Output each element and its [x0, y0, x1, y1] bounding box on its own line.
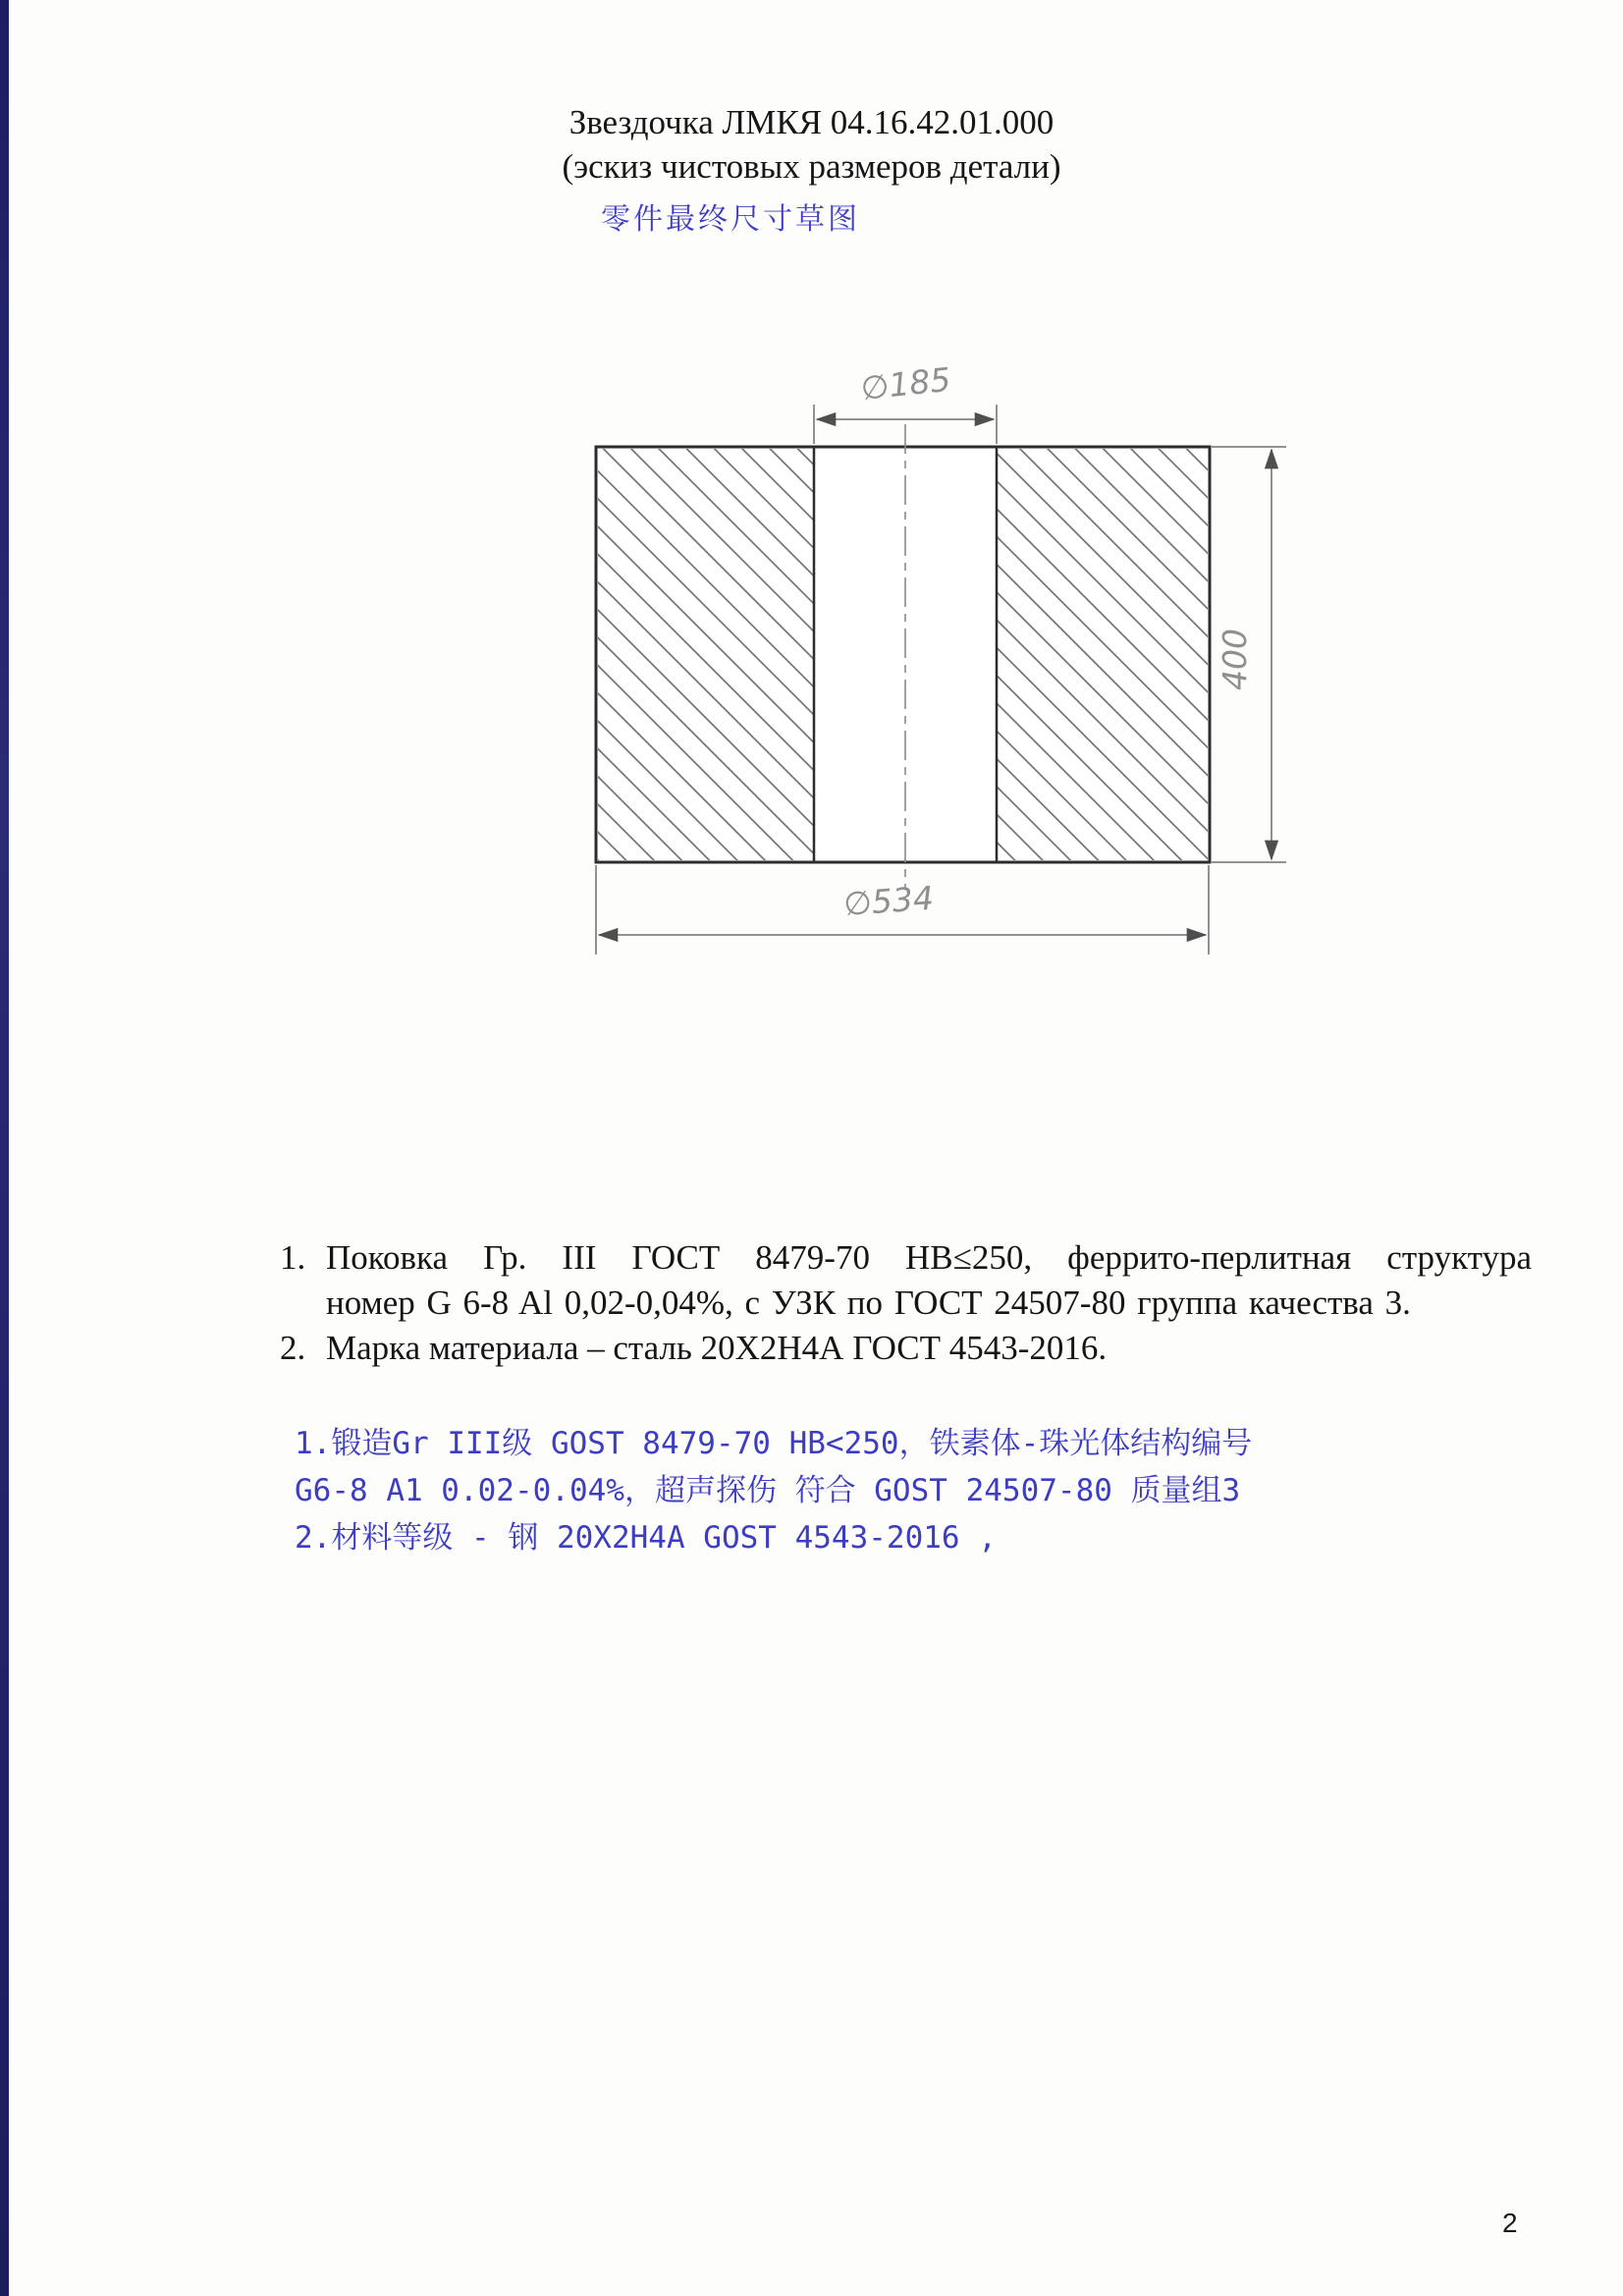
scan-edge-artifact [0, 0, 9, 2296]
dim-bottom-diameter-label: ∅534 [841, 878, 936, 923]
dim-height-label: 400 [1216, 629, 1254, 690]
page-number: 2 [1502, 2208, 1518, 2238]
notes-chinese [295, 1420, 1252, 1561]
doc-title: Звездочка ЛМКЯ 04.16.42.01.000 [568, 103, 1055, 141]
left-section-hatch [598, 449, 814, 860]
note-ru-1-number: 1. [280, 1238, 306, 1277]
note-zh-line-1: 1.锻造Gr III级 GOST 8479-70 HB<250，铁素体-珠光体结构编号 [295, 1426, 1253, 1461]
note-ru-2-text: Марка материала – сталь 20Х2Н4А ГОСТ 4543-2016. [326, 1329, 1108, 1367]
note-ru-2-line [280, 1326, 1532, 1371]
right-section-hatch [997, 449, 1208, 860]
note-ru-1-line-2: номер G 6-8 Al 0,02-0,04%, с УЗК по ГОСТ 24507-80 группа качества 3. [326, 1284, 1411, 1322]
doc-subtitle-chinese: 零件最终尺寸草图 [601, 202, 860, 237]
dim-top-diameter-label: ∅185 [858, 359, 953, 408]
note-ru-1-line-1 [280, 1235, 1532, 1281]
note-ru-2-number: 2. [280, 1329, 306, 1367]
part-cross-section-drawing [550, 354, 1335, 972]
title-block [0, 100, 1623, 189]
note-zh-line-2: G6-8 A1 0.02-0.04%，超声探伤 符合 GOST 24507-80 质量组3 [295, 1473, 1241, 1508]
note-zh-line-3: 2.材料等级 - 钢 20X2H4A GOST 4543-2016 , [295, 1520, 997, 1556]
doc-subtitle: (эскиз чистовых размеров детали) [562, 147, 1061, 186]
note-ru-1-text-1: Поковка Гр. III ГОСТ 8479-70 НВ≤250, феррито-перлитная структура [326, 1238, 1532, 1277]
notes-russian [280, 1235, 1532, 1371]
